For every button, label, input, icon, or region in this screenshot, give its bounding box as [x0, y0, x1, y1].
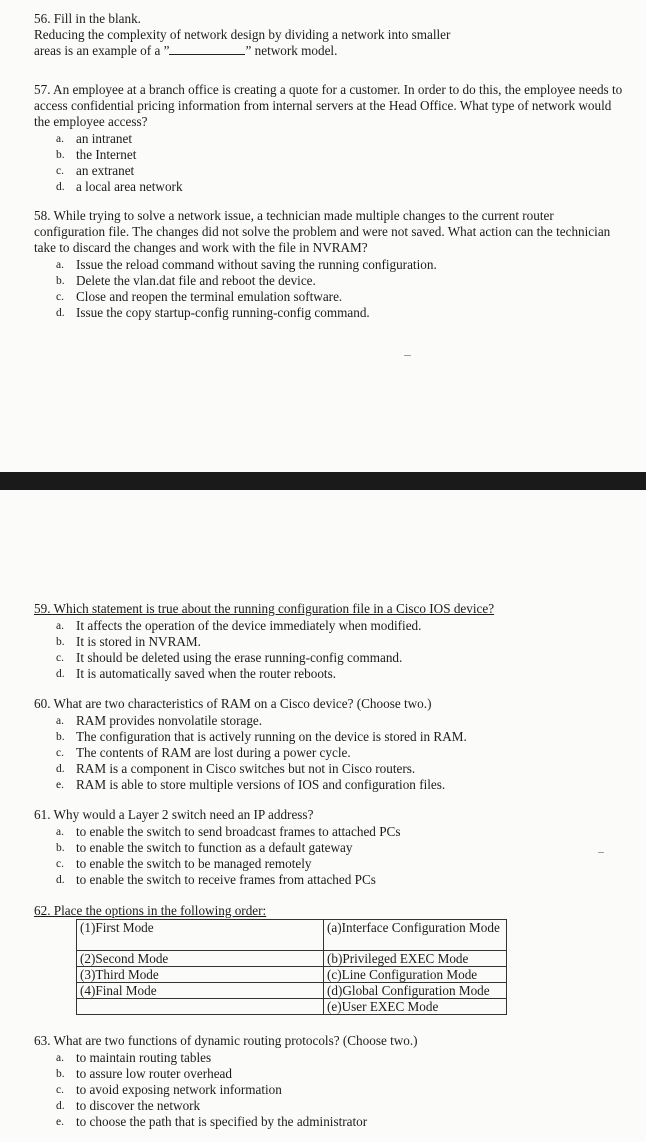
option: [34, 634, 624, 650]
option: [34, 1050, 624, 1066]
option-letter: a.: [56, 826, 64, 838]
option-letter: a.: [56, 620, 64, 632]
option-text: to avoid exposing network information: [76, 1082, 282, 1097]
option: [34, 824, 624, 840]
table-cell-left-empty: [77, 999, 324, 1015]
option-text: The contents of RAM are lost during a power cycle.: [76, 745, 351, 760]
question-61: [34, 807, 624, 888]
question-63-options: [34, 1050, 624, 1130]
question-58-options: [34, 257, 624, 321]
option-letter: b.: [56, 842, 65, 854]
table-row: [77, 951, 507, 967]
option-text: an intranet: [76, 131, 133, 146]
option-letter: b.: [56, 149, 65, 161]
table-cell-right: (c)Line Configuration Mode: [324, 967, 507, 983]
option: [34, 666, 624, 682]
question-62-stem: 62. Place the options in the following order:: [34, 903, 267, 918]
option-letter: a.: [56, 133, 64, 145]
option-letter: c.: [56, 291, 64, 303]
option-text: Close and reopen the terminal emulation software.: [76, 289, 343, 304]
option-text: RAM is a component in Cisco switches but not in Cisco routers.: [76, 761, 416, 776]
question-58-stem: 58. While trying to solve a network issue, a technician made multiple changes to the current router configuration file. The changes did not solve the problem and were not saved. What action can the technician take to discard the changes and work with the file in NVRAM?: [34, 208, 611, 255]
table-cell-left: (4)Final Mode: [77, 983, 324, 999]
question-56: [34, 11, 624, 59]
table-row: [77, 967, 507, 983]
page-divider: [0, 472, 646, 490]
option-letter: b.: [56, 731, 65, 743]
question-56-line1: Reducing the complexity of network design by dividing a network into smaller: [34, 27, 451, 42]
scan-speck: [404, 355, 411, 356]
option-text: It should be deleted using the erase running-config command.: [76, 650, 403, 665]
option-text: RAM is able to store multiple versions of IOS and configuration files.: [76, 777, 446, 792]
option-text: to maintain routing tables: [76, 1050, 212, 1065]
table-cell-left: (2)Second Mode: [77, 951, 324, 967]
option: [34, 1114, 624, 1130]
option-letter: e.: [56, 1116, 64, 1128]
option-letter: d.: [56, 1100, 65, 1112]
question-56-line2: [34, 43, 624, 59]
option-letter: d.: [56, 763, 65, 775]
option-letter: d.: [56, 181, 65, 193]
question-61-stem: 61. Why would a Layer 2 switch need an IP address?: [34, 807, 314, 822]
option-letter: c.: [56, 652, 64, 664]
option-text: to assure low router overhead: [76, 1066, 232, 1081]
option: [34, 1066, 624, 1082]
option-letter: b.: [56, 636, 65, 648]
option-text: to enable the switch to send broadcast frames to attached PCs: [76, 824, 401, 839]
option-letter: a.: [56, 715, 64, 727]
option: [34, 650, 624, 666]
option-text: a local area network: [76, 179, 183, 194]
option-letter: b.: [56, 275, 65, 287]
option-text: an extranet: [76, 163, 135, 178]
option-text: It is stored in NVRAM.: [76, 634, 201, 649]
option-letter: a.: [56, 1052, 64, 1064]
option: [34, 840, 624, 856]
question-56-line2-end: ” network model.: [245, 43, 338, 58]
question-57: [34, 82, 624, 195]
scan-speck: [598, 852, 604, 853]
question-59-stem: 59. Which statement is true about the running configuration file in a Cisco IOS device?: [34, 601, 495, 616]
option: [34, 856, 624, 872]
option-text: to enable the switch to receive frames from attached PCs: [76, 872, 376, 887]
option: [34, 257, 624, 273]
option-letter: b.: [56, 1068, 65, 1080]
option-letter: e.: [56, 779, 64, 791]
option: [34, 305, 624, 321]
table-row: [77, 983, 507, 999]
question-59-options: [34, 618, 624, 682]
option-letter: c.: [56, 858, 64, 870]
mode-order-table: [76, 919, 507, 1015]
option: [34, 872, 624, 888]
question-57-stem: 57. An employee at a branch office is creating a quote for a customer. In order to do this, the employee needs to access confidential pricing information from internal servers at the Head Office. What type of network would the employee access?: [34, 82, 623, 129]
option: [34, 761, 624, 777]
option: [34, 618, 624, 634]
table-cell-right: (e)User EXEC Mode: [324, 999, 507, 1015]
question-60-stem: 60. What are two characteristics of RAM on a Cisco device? (Choose two.): [34, 696, 432, 711]
question-56-title: 56. Fill in the blank.: [34, 11, 141, 26]
question-59: [34, 601, 624, 682]
option: [34, 273, 624, 289]
option: [34, 1082, 624, 1098]
option-letter: a.: [56, 259, 64, 271]
option: [34, 179, 624, 195]
question-58: [34, 208, 624, 321]
option-text: the Internet: [76, 147, 137, 162]
option-text: to discover the network: [76, 1098, 201, 1113]
question-62: [34, 903, 624, 919]
option-text: Delete the vlan.dat file and reboot the device.: [76, 273, 316, 288]
option-text: to choose the path that is specified by the administrator: [76, 1114, 368, 1129]
option: [34, 777, 624, 793]
option-letter: c.: [56, 1084, 64, 1096]
option: [34, 1098, 624, 1114]
option-letter: c.: [56, 165, 64, 177]
option-text: The configuration that is actively running on the device is stored in RAM.: [76, 729, 467, 744]
option-text: Issue the copy startup-config running-config command.: [76, 305, 370, 320]
question-63-stem: 63. What are two functions of dynamic routing protocols? (Choose two.): [34, 1033, 418, 1048]
option-text: It affects the operation of the device immediately when modified.: [76, 618, 422, 633]
question-61-options: [34, 824, 624, 888]
question-57-options: [34, 131, 624, 195]
table-cell-right: (d)Global Configuration Mode: [324, 983, 507, 999]
table-cell-left: (3)Third Mode: [77, 967, 324, 983]
option-text: to enable the switch to function as a default gateway: [76, 840, 353, 855]
option-text: RAM provides nonvolatile storage.: [76, 713, 263, 728]
option-text: It is automatically saved when the router reboots.: [76, 666, 337, 681]
option: [34, 729, 624, 745]
question-56-line2-start: areas is an example of a ”: [34, 43, 170, 58]
option: [34, 147, 624, 163]
option: [34, 163, 624, 179]
table-cell-right: (b)Privileged EXEC Mode: [324, 951, 507, 967]
question-63: [34, 1033, 624, 1130]
fill-blank: [169, 43, 245, 55]
option: [34, 713, 624, 729]
option-text: Issue the reload command without saving the running configuration.: [76, 257, 437, 272]
table-cell-left: (1)First Mode: [77, 920, 324, 951]
option: [34, 289, 624, 305]
question-60-options: [34, 713, 624, 793]
option-letter: d.: [56, 307, 65, 319]
table-cell-right: (a)Interface Configuration Mode: [324, 920, 507, 951]
option-letter: d.: [56, 668, 65, 680]
question-60: [34, 696, 624, 793]
table-row: [77, 920, 507, 951]
option: [34, 745, 624, 761]
option-text: to enable the switch to be managed remotely: [76, 856, 312, 871]
option-letter: c.: [56, 747, 64, 759]
table-row: [77, 999, 507, 1015]
option: [34, 131, 624, 147]
option-letter: d.: [56, 874, 65, 886]
